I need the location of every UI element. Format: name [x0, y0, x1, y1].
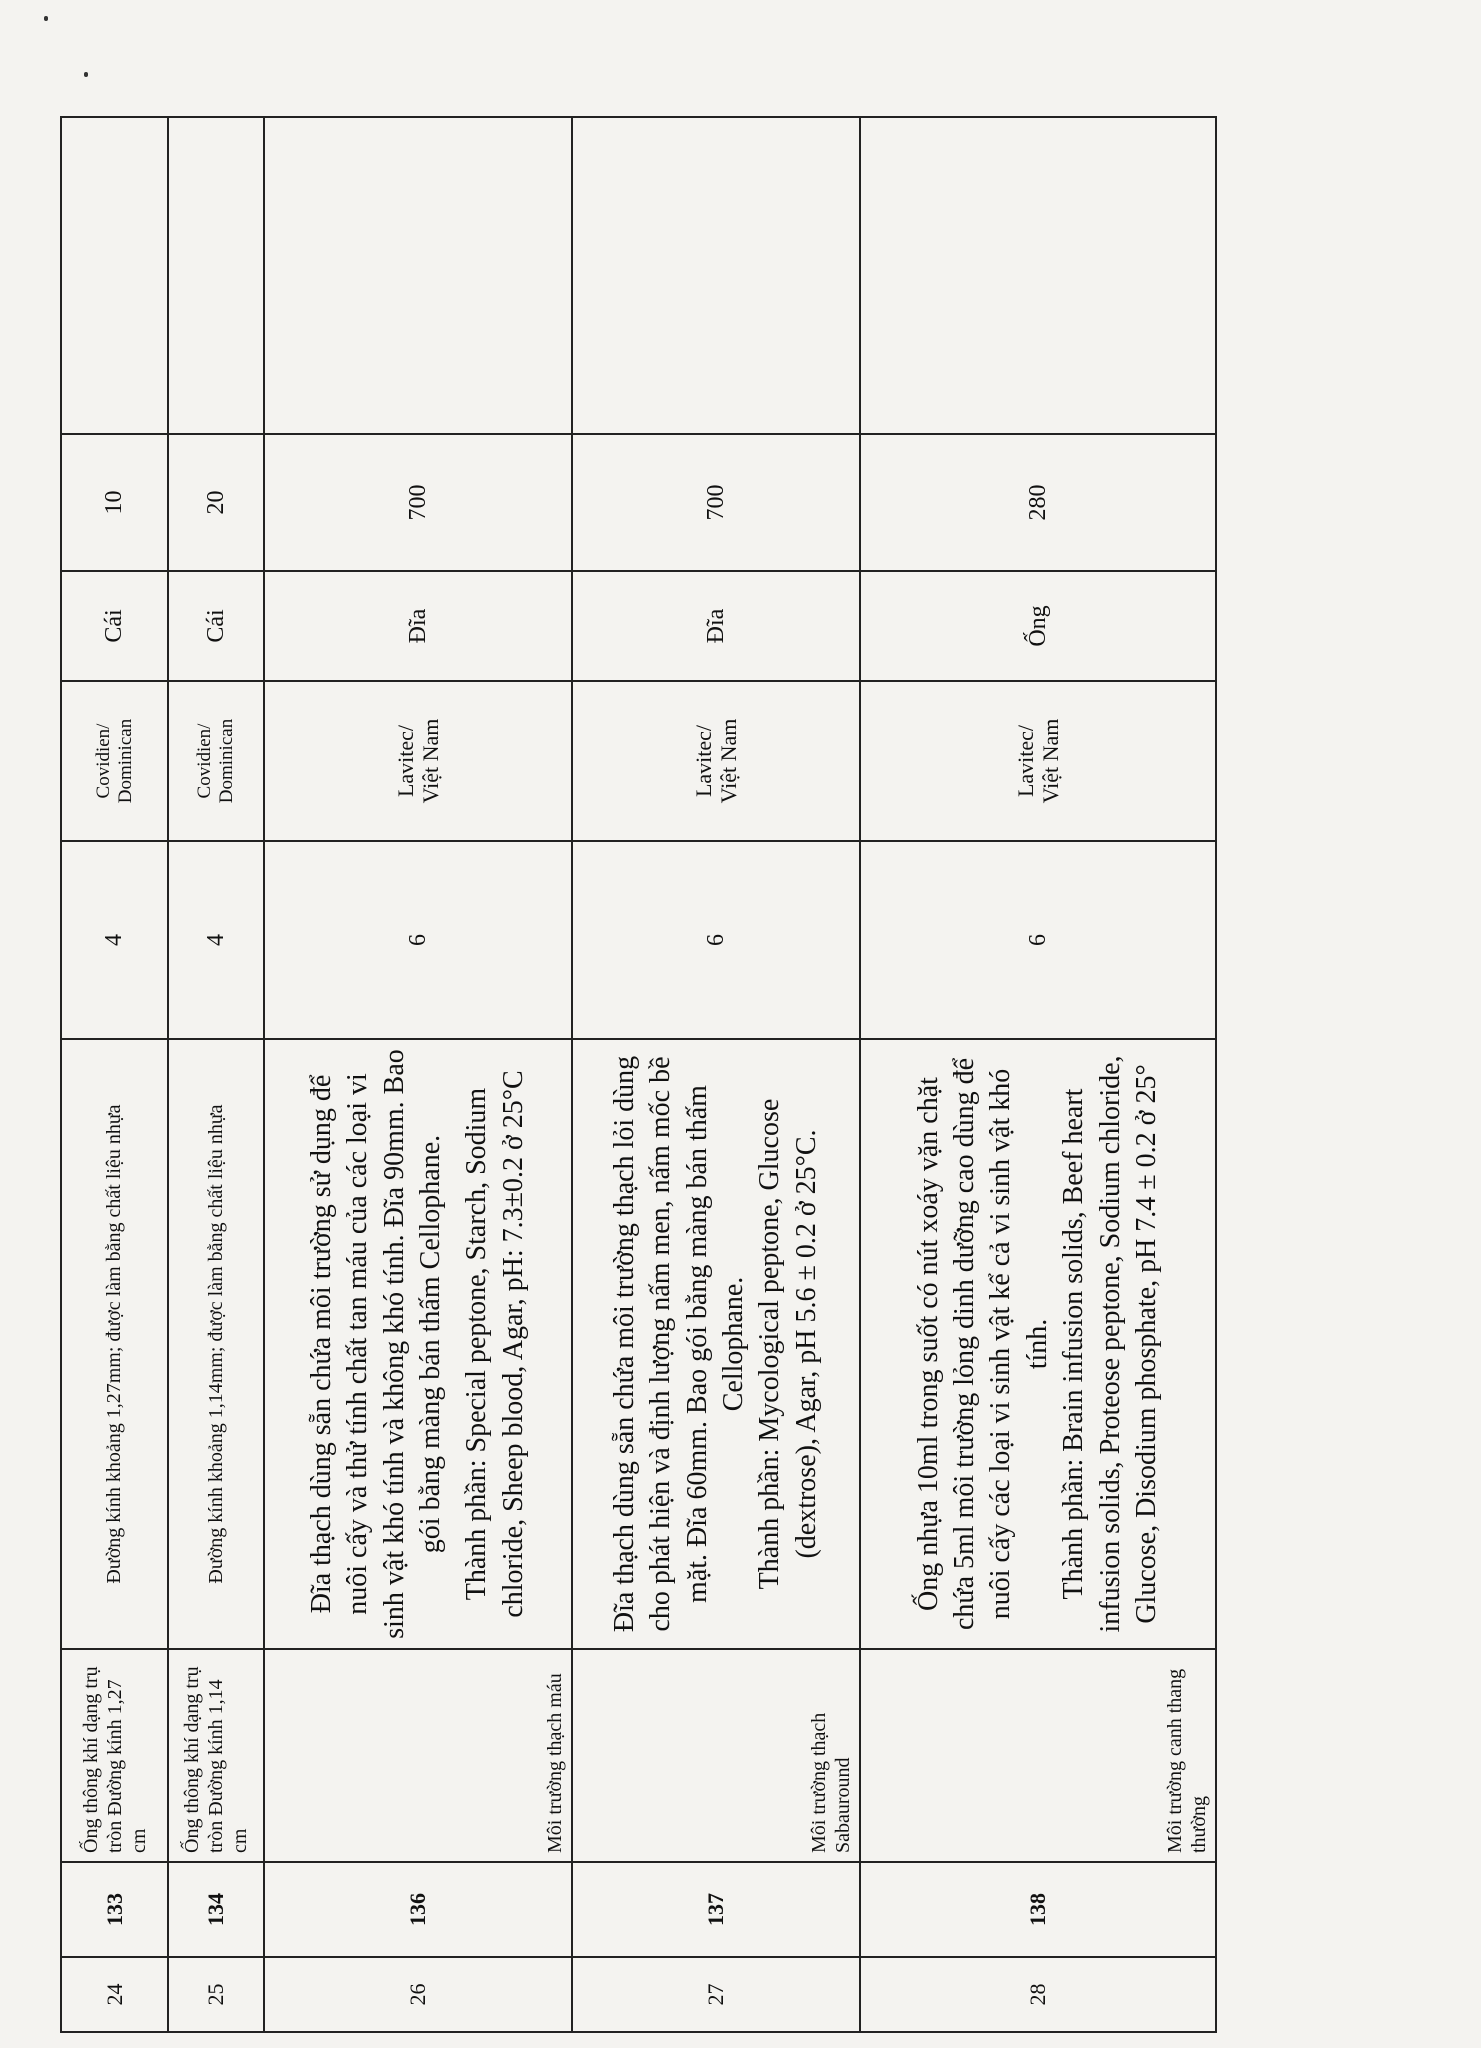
- cell-quantity: 700: [572, 434, 860, 571]
- spec-line: Ống nhựa 10ml trong suốt có nút xoáy vặn chặt chứa 5ml môi trường lỏng dinh dưỡng cao dùng để nuôi cấy các loại vi sinh vật kể cả vi sinh vật khó tính.: [912, 1057, 1053, 1631]
- cell-note: [61, 117, 168, 434]
- cell-origin: [860, 681, 1216, 841]
- cell-name: Môi trường canh thang thường: [860, 1649, 1216, 1862]
- spec-line: Đĩa thạch dùng sẵn chứa môi trường thạch lỏi dùng cho phát hiện và định lượng nấm men, nấm mốc bề mặt. Đĩa 60mm. Bao gói bằng màng bán thấm Cellophane.: [608, 1055, 749, 1633]
- origin-line: Việt Nam: [1038, 718, 1063, 804]
- spec-line: Đĩa thạch dùng sẵn chứa môi trường sử dụng để nuôi cấy và thử tính chất tan máu của các loại vi sinh vật khó tính và không khó tính. Đĩa 90mm. Bao gói bằng màng bán thấm Cellophane.: [305, 1049, 446, 1639]
- rotated-table-wrapper: [60, 118, 1215, 2033]
- origin-line: Việt Nam: [418, 718, 443, 804]
- cell-unit: Cái: [168, 571, 264, 681]
- cell-origin: [572, 681, 860, 841]
- cell-stt: 24: [61, 1957, 168, 2032]
- cell-name: Ống thông khí dạng trụ tròn Đường kính 1,27 cm: [61, 1649, 168, 1862]
- scan-speck: [84, 72, 88, 77]
- origin-line: Dominican: [114, 718, 136, 804]
- cell-stt: 26: [264, 1957, 572, 2032]
- cell-quantity: 700: [264, 434, 572, 571]
- cell-stt: 28: [860, 1957, 1216, 2032]
- cell-origin: [61, 681, 168, 841]
- cell-spec: [572, 1039, 860, 1649]
- spec-line: Thành phần: Mycological peptone, Glucose (dextrose), Agar, pH 5.6 ± 0.2 ở 25°C.: [754, 1098, 822, 1590]
- cell-unit: Đĩa: [264, 571, 572, 681]
- spec-line: Thành phần: Brain infusion solids, Beef heart infusion solids, Proteose peptone, Sodium chloride, Glucose, Disodium phosphate, pH 7.4 ± 0.2 ở 25°: [1058, 1055, 1162, 1633]
- cell-note: [860, 117, 1216, 434]
- cell-origin: [264, 681, 572, 841]
- equipment-table: [60, 116, 1217, 2033]
- scan-speck: [44, 16, 48, 21]
- cell-note: [168, 117, 264, 434]
- cell-quantity: 10: [61, 434, 168, 571]
- cell-name: Ống thông khí dạng trụ tròn Đường kính 1,14 cm: [168, 1649, 264, 1862]
- cell-quantity: 280: [860, 434, 1216, 571]
- cell-unit: Cái: [61, 571, 168, 681]
- cell-code: 133: [61, 1862, 168, 1957]
- cell-note: [264, 117, 572, 434]
- table-row: [572, 117, 860, 2032]
- cell-group: 4: [168, 841, 264, 1039]
- cell-unit: Ống: [860, 571, 1216, 681]
- cell-group: 6: [264, 841, 572, 1039]
- cell-spec: [264, 1039, 572, 1649]
- cell-code: 138: [860, 1862, 1216, 1957]
- cell-spec: [168, 1039, 264, 1649]
- cell-name: Môi trường thạch máu: [264, 1649, 572, 1862]
- cell-spec: [61, 1039, 168, 1649]
- origin-line: Covidien/: [194, 723, 216, 799]
- cell-group: 4: [61, 841, 168, 1039]
- cell-code: 136: [264, 1862, 572, 1957]
- table-row: [61, 117, 168, 2032]
- cell-stt: 27: [572, 1957, 860, 2032]
- origin-line: Dominican: [216, 718, 237, 804]
- cell-name: Môi trường thạch Sabauround: [572, 1649, 860, 1862]
- table-row: [264, 117, 572, 2032]
- origin-line: Việt Nam: [716, 718, 741, 804]
- table-row: [168, 117, 264, 2032]
- cell-origin: [168, 681, 264, 841]
- cell-group: 6: [572, 841, 860, 1039]
- origin-line: Lavitec/: [690, 724, 716, 798]
- table-row: [860, 117, 1216, 2032]
- origin-line: Lavitec/: [392, 724, 418, 798]
- cell-code: 137: [572, 1862, 860, 1957]
- cell-unit: Đĩa: [572, 571, 860, 681]
- spec-line: Đường kính khoảng 1,27mm; được làm bằng chất liệu nhựa: [103, 1104, 125, 1584]
- cell-stt: 25: [168, 1957, 264, 2032]
- spec-line: Đường kính khoảng 1,14mm; được làm bằng chất liệu nhựa: [204, 1104, 227, 1584]
- cell-quantity: 20: [168, 434, 264, 571]
- cell-note: [572, 117, 860, 434]
- origin-line: Covidien/: [92, 723, 114, 799]
- cell-code: 134: [168, 1862, 264, 1957]
- spec-line: Thành phần: Special peptone, Starch, Sodium chloride, Sheep blood, Agar, pH: 7.3±0.2 ở 25°C: [461, 1070, 529, 1618]
- origin-line: Lavitec/: [1012, 724, 1038, 798]
- cell-group: 6: [860, 841, 1216, 1039]
- cell-spec: [860, 1039, 1216, 1649]
